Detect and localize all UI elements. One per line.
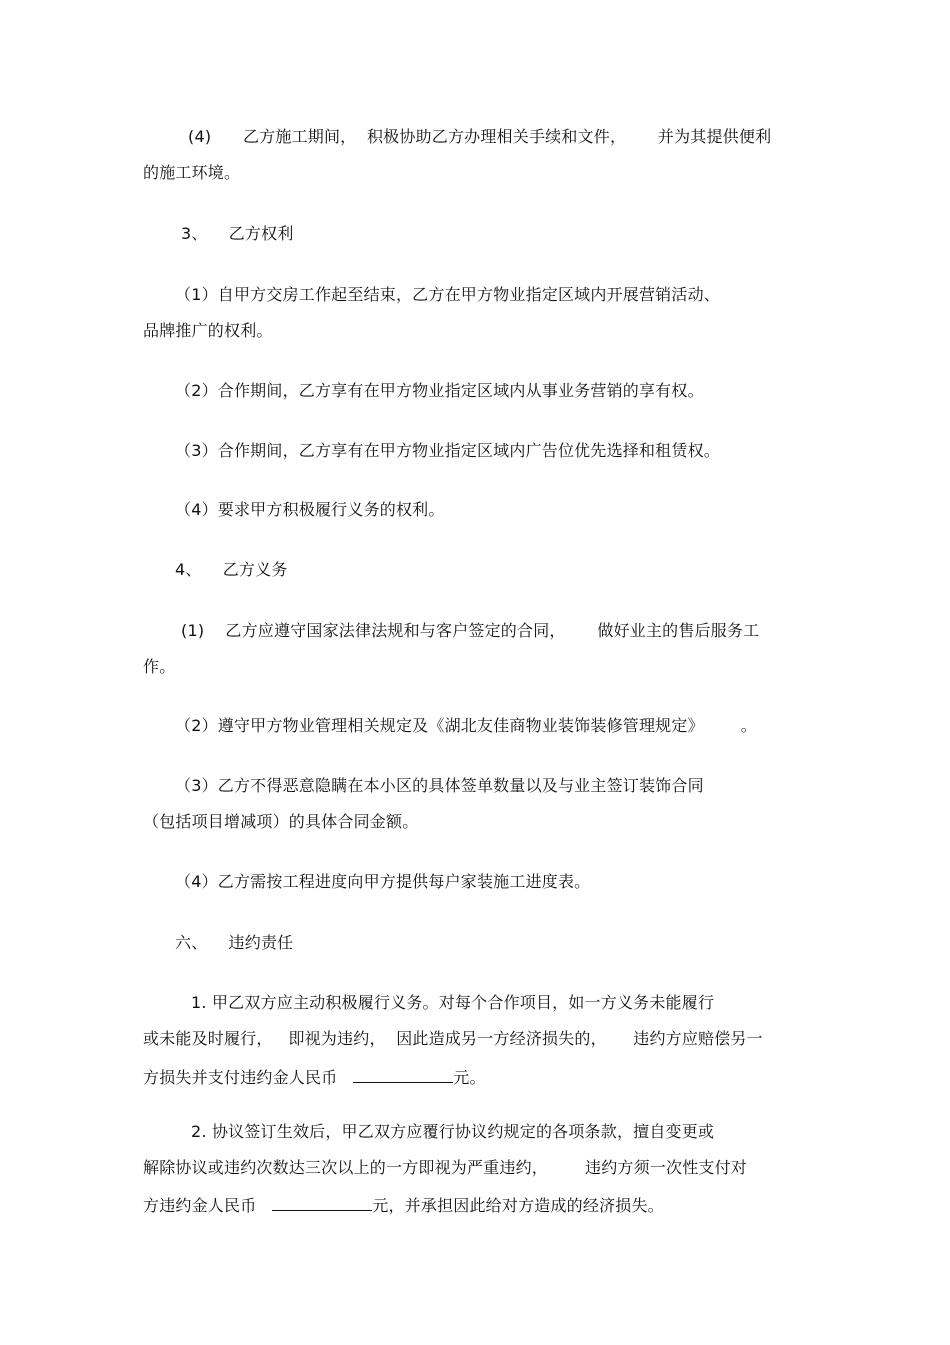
obligations-item3-line2: （包括项目增减项）的具体合同金额。 (143, 812, 419, 831)
rights-item1-line2: 品牌推广的权利。 (143, 321, 273, 340)
amount-blank-2 (272, 1194, 372, 1211)
liability-clause2-line3-rest: 元，并承担因此给对方造成的经济损失。 (372, 1196, 664, 1215)
obligations-item1-line1: (1) 乙方应遵守国家法律法规和与客户签定的合同， 做好业主的售后服务工 (181, 621, 760, 640)
rights-item2: （2）合作期间，乙方享有在甲方物业指定区域内从事业务营销的享有权。 (175, 381, 704, 400)
rights-item1-line1: （1）自甲方交房工作起至结束，乙方在甲方物业指定区域内开展营销活动、 (175, 285, 720, 304)
liability-clause2-line1: 2. 协议签订生效后，甲乙双方应覆行协议约规定的各项条款，擅自变更或 (191, 1122, 715, 1141)
section-heading-obligations: 4、 乙方义务 (175, 560, 288, 579)
liability-clause1-line3-unit: 元。 (453, 1068, 486, 1087)
obligations-item1-line2: 作。 (143, 657, 176, 676)
amount-blank-1 (353, 1066, 453, 1083)
rights-item4: （4）要求甲方积极履行义务的权利。 (175, 500, 445, 519)
section-heading-rights: 3、 乙方权利 (181, 224, 294, 243)
obligations-item3-line1: （3）乙方不得恶意隐瞒在本小区的具体签单数量以及与业主签订装饰合同 (175, 776, 704, 795)
liability-clause2-line3-text: 方违约金人民币 (143, 1196, 273, 1215)
obligations-item2: （2）遵守甲方物业管理相关规定及《湖北友佳商物业装饰装修管理规定》 。 (175, 716, 757, 735)
liability-clause1-line2: 或未能及时履行， 即视为违约， 因此造成另一方经济损失的， 违约方应赔偿另一 (143, 1029, 763, 1048)
liability-clause1-line3 (143, 1066, 486, 1088)
obligations-item4: （4）乙方需按工程进度向甲方提供每户家装施工进度表。 (175, 872, 591, 891)
section-heading-liability: 六、 违约责任 (175, 933, 294, 952)
liability-clause1-line1: 1. 甲乙双方应主动积极履行义务。对每个合作项目，如一方义务未能履行 (191, 993, 715, 1012)
rights-item3: （3）合作期间，乙方享有在甲方物业指定区域内广告位优先选择和租赁权。 (175, 441, 720, 460)
paragraph-item4-line2: 的施工环境。 (143, 163, 241, 182)
liability-clause2-line2: 解除协议或违约次数达三次以上的一方即视为严重违约， 违约方须一次性支付对 (143, 1158, 748, 1177)
liability-clause1-line3-text: 方损失并支付违约金人民币 (143, 1068, 354, 1087)
liability-clause2-line3 (143, 1194, 664, 1216)
paragraph-item4-line1: (4) 乙方施工期间， 积极协助乙方办理相关手续和文件， 并为其提供便利 (188, 127, 772, 146)
